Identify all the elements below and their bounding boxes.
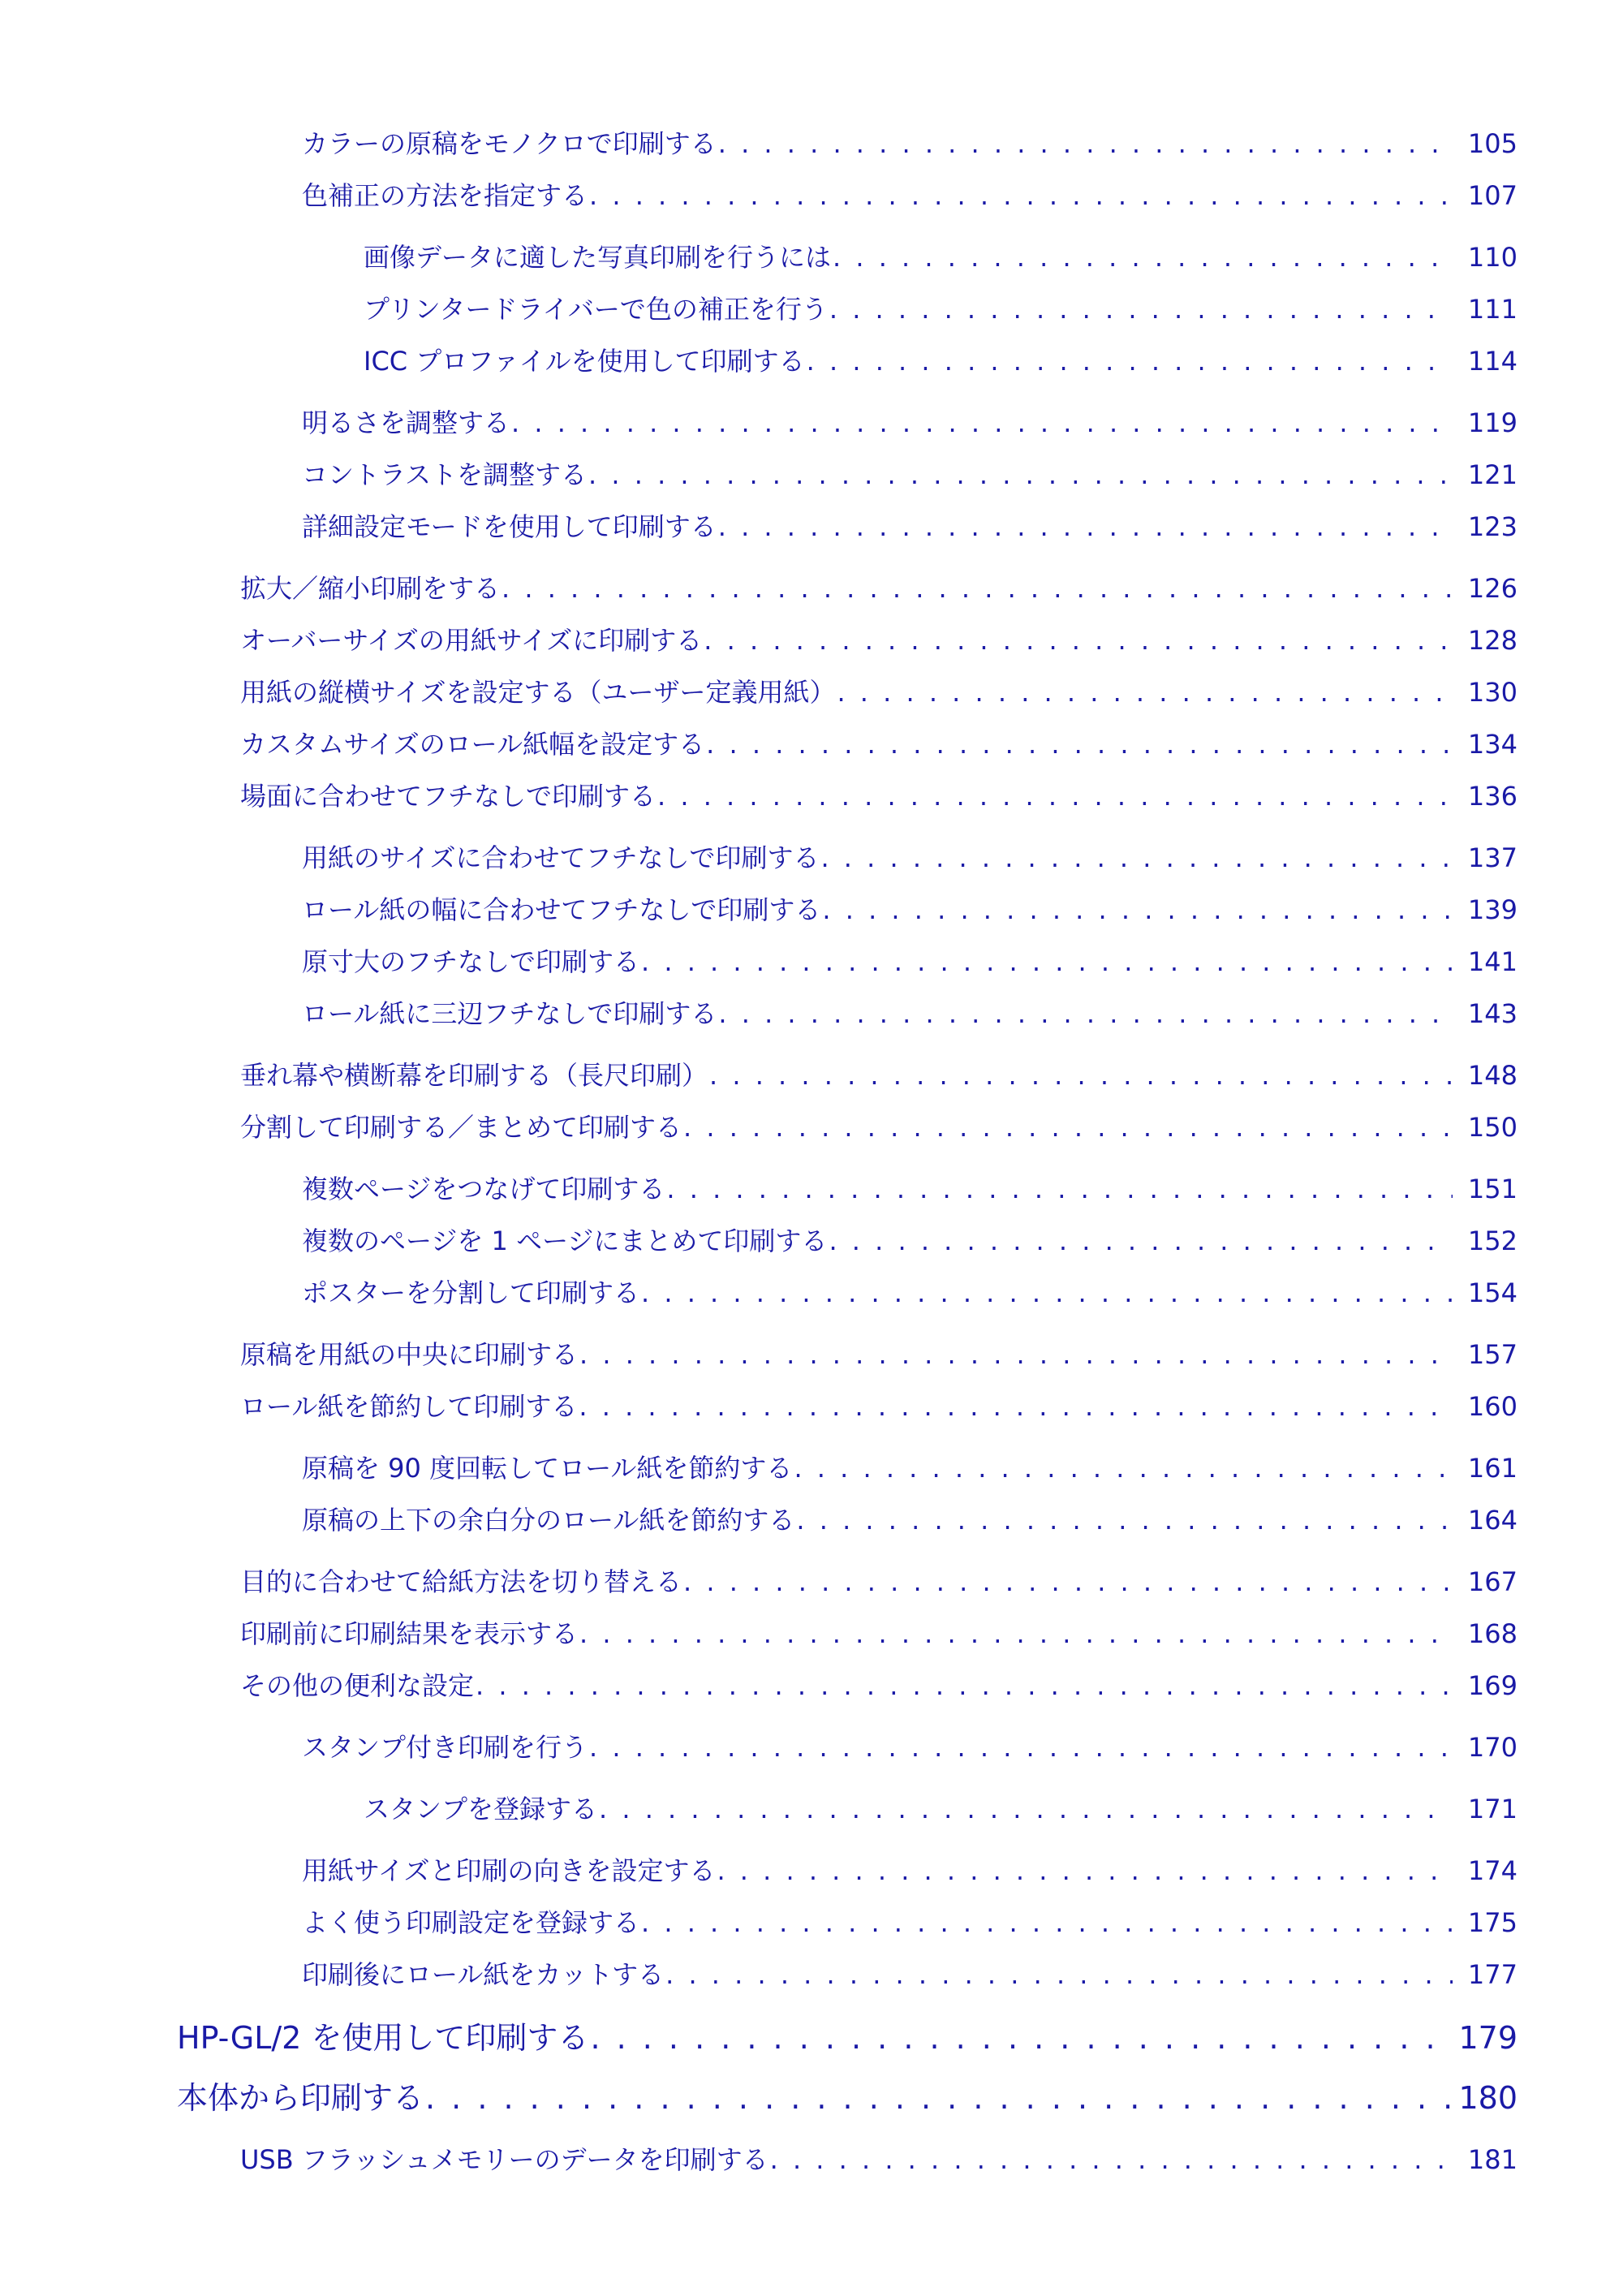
toc-entry-page-number[interactable]: 171 (1467, 1794, 1518, 1824)
toc-entry-title[interactable]: ロール紙の幅に合わせてフチなしで印刷する (302, 894, 821, 925)
toc-entry[interactable] (302, 838, 1518, 875)
toc-entry-title[interactable]: 明るさを調整する (302, 407, 510, 438)
toc-entry[interactable] (240, 1613, 1518, 1651)
toc-entry-title[interactable]: コントラストを調整する (302, 459, 588, 490)
dot-leader (665, 1959, 1453, 1990)
dot-leader (589, 1732, 1453, 1763)
dot-leader (588, 459, 1453, 490)
toc-entry-title[interactable]: スタンプを登録する (364, 1794, 598, 1824)
toc-entry-title[interactable]: HP-GL/2 を使用して印刷する (177, 2020, 589, 2056)
toc-entry-title[interactable]: ポスターを分割して印刷する (302, 1277, 640, 1308)
toc-entry-title[interactable]: 用紙サイズと印刷の向きを設定する (302, 1855, 716, 1886)
toc-entry-page-number[interactable]: 181 (1467, 2144, 1518, 2175)
toc-entry[interactable] (302, 123, 1518, 161)
toc-entry-page-number[interactable]: 128 (1467, 625, 1518, 656)
toc-entry-title[interactable]: 色補正の方法を指定する (302, 180, 588, 211)
dot-leader (579, 1391, 1453, 1422)
toc-entry-page-number[interactable]: 169 (1467, 1670, 1518, 1701)
dot-leader (589, 180, 1453, 211)
toc-entry[interactable] (240, 1665, 1518, 1703)
toc-entry[interactable] (302, 403, 1518, 440)
toc-entry-title[interactable]: オーバーサイズの用紙サイズに印刷する (240, 625, 703, 656)
toc-entry[interactable] (364, 289, 1518, 326)
toc-entry-page-number[interactable]: 110 (1467, 242, 1518, 273)
toc-entry-title[interactable]: 複数のページを 1 ページにまとめて印刷する (302, 1226, 828, 1256)
toc-entry-page-number[interactable]: 157 (1467, 1339, 1518, 1370)
toc-entry-title[interactable]: USB フラッシュメモリーのデータを印刷する (240, 2144, 768, 2175)
toc-entry-title[interactable]: 垂れ幕や横断幕を印刷する（長尺印刷） (240, 1060, 708, 1091)
toc-entry[interactable] (364, 237, 1518, 274)
toc-entry[interactable] (364, 341, 1518, 378)
toc-entry-page-number[interactable]: 107 (1467, 180, 1518, 211)
toc-entry-page-number[interactable]: 164 (1467, 1505, 1518, 1536)
toc-entry-page-number[interactable]: 114 (1467, 346, 1518, 377)
toc-entry-title[interactable]: 用紙のサイズに合わせてフチなしで印刷する (302, 842, 820, 873)
dot-leader (641, 1907, 1453, 1938)
toc-entry-title[interactable]: よく使う印刷設定を登録する (302, 1907, 640, 1938)
toc-entry[interactable] (177, 2013, 1518, 2057)
toc-entry-title[interactable]: 目的に合わせて給紙方法を切り替える (240, 1566, 682, 1597)
toc-entry[interactable] (302, 506, 1518, 544)
dot-leader (579, 1339, 1453, 1370)
toc-entry[interactable] (240, 672, 1518, 709)
toc-entry-page-number[interactable]: 139 (1467, 894, 1518, 925)
dot-leader (718, 998, 1453, 1029)
toc-entry-page-number[interactable]: 148 (1467, 1060, 1518, 1091)
dot-leader (641, 1277, 1453, 1308)
toc-entry-page-number[interactable]: 111 (1467, 294, 1518, 325)
dot-leader (425, 2080, 1450, 2116)
toc-entry-page-number[interactable]: 151 (1467, 1174, 1518, 1204)
toc-entry[interactable] (240, 724, 1518, 761)
toc-entry-title[interactable]: 用紙の縦横サイズを設定する（ユーザー定義用紙） (240, 677, 836, 708)
toc-entry-title[interactable]: カラーの原稿をモノクロで印刷する (302, 128, 717, 159)
toc-entry-page-number[interactable]: 177 (1467, 1959, 1518, 1990)
toc-entry-page-number[interactable]: 179 (1458, 2020, 1518, 2056)
toc-entry[interactable] (364, 1789, 1518, 1826)
toc-entry-title[interactable]: 原寸大のフチなしで印刷する (302, 946, 640, 977)
dot-leader (683, 1566, 1453, 1597)
dot-leader (590, 2020, 1450, 2056)
dot-leader (829, 294, 1453, 325)
toc-entry[interactable] (302, 1448, 1518, 1485)
toc-entry-page-number[interactable]: 160 (1467, 1391, 1518, 1422)
toc-entry-title[interactable]: ロール紙を節約して印刷する (240, 1391, 578, 1422)
toc-entry-page-number[interactable]: 123 (1467, 511, 1518, 542)
toc-entry-page-number[interactable]: 126 (1467, 573, 1518, 604)
dot-leader (579, 1618, 1453, 1649)
toc-entry-page-number[interactable]: 143 (1467, 998, 1518, 1029)
toc-entry-page-number[interactable]: 170 (1467, 1732, 1518, 1763)
toc-entry[interactable] (302, 1902, 1518, 1940)
toc-entry-page-number[interactable]: 180 (1458, 2080, 1518, 2116)
dot-leader (706, 729, 1453, 760)
toc-entry-title[interactable]: 詳細設定モードを使用して印刷する (302, 511, 717, 542)
toc-entry-title[interactable]: カスタムサイズのロール紙幅を設定する (240, 729, 705, 760)
toc-entry-page-number[interactable]: 137 (1467, 842, 1518, 873)
toc-entry-page-number[interactable]: 105 (1467, 128, 1518, 159)
toc-entry[interactable] (302, 1954, 1518, 1992)
toc-entry-title[interactable]: 場面に合わせてフチなしで印刷する (240, 781, 657, 812)
dot-leader (704, 625, 1453, 656)
toc-entry-title[interactable]: 印刷前に印刷結果を表示する (240, 1618, 579, 1649)
toc-entry-page-number[interactable]: 121 (1467, 459, 1518, 490)
toc-entry[interactable] (302, 993, 1518, 1031)
dot-leader (641, 946, 1453, 977)
toc-entry-page-number[interactable]: 150 (1467, 1112, 1518, 1143)
toc-entry[interactable] (177, 2073, 1518, 2117)
toc-entry[interactable] (302, 890, 1518, 927)
toc-entry[interactable] (302, 175, 1518, 213)
toc-entry-page-number[interactable]: 134 (1467, 729, 1518, 760)
toc-entry[interactable] (302, 1727, 1518, 1764)
toc-entry-title[interactable]: ロール紙に三辺フチなしで印刷する (302, 998, 717, 1029)
toc-entry-page-number[interactable]: 168 (1467, 1618, 1518, 1649)
toc-entry[interactable] (240, 1334, 1518, 1372)
dot-leader (718, 511, 1453, 542)
toc-entry-page-number[interactable]: 141 (1467, 946, 1518, 977)
toc-entry-title[interactable]: 原稿の上下の余白分のロール紙を節約する (302, 1505, 795, 1536)
toc-entry[interactable] (302, 1273, 1518, 1310)
toc-entry-title[interactable]: 原稿を 90 度回転してロール紙を節約する (302, 1453, 793, 1484)
toc-entry[interactable] (302, 1500, 1518, 1537)
dot-leader (683, 1112, 1453, 1143)
dot-leader (657, 781, 1453, 812)
toc-entry-page-number[interactable]: 167 (1467, 1566, 1518, 1597)
toc-entry-page-number[interactable]: 174 (1467, 1855, 1518, 1886)
dot-leader (822, 894, 1453, 925)
toc-entry-page-number[interactable]: 154 (1467, 1277, 1518, 1308)
toc-entry[interactable] (302, 1221, 1518, 1258)
toc-entry-title[interactable]: ICC プロファイルを使用して印刷する (364, 346, 805, 377)
dot-leader (476, 1670, 1453, 1701)
dot-leader (502, 573, 1453, 604)
toc-entry[interactable] (240, 1107, 1518, 1144)
dot-leader (666, 1174, 1453, 1204)
dot-leader (770, 2144, 1453, 2175)
toc-entry-title[interactable]: スタンプ付き印刷を行う (302, 1732, 588, 1763)
dot-leader (511, 407, 1453, 438)
toc-entry[interactable] (302, 1850, 1518, 1888)
dot-leader (709, 1060, 1453, 1091)
toc-entry[interactable] (240, 1386, 1518, 1424)
dot-leader (794, 1453, 1453, 1484)
dot-leader (833, 242, 1453, 273)
dot-leader (796, 1505, 1453, 1536)
toc-entry[interactable] (240, 776, 1518, 813)
dot-leader (807, 346, 1453, 377)
dot-leader (837, 677, 1453, 708)
toc-entry[interactable] (302, 941, 1518, 979)
toc-entry-page-number[interactable]: 152 (1467, 1226, 1518, 1256)
toc-entry[interactable] (240, 1562, 1518, 1599)
toc-entry[interactable] (240, 1055, 1518, 1092)
toc-entry-title[interactable]: 複数ページをつなげて印刷する (302, 1174, 665, 1204)
toc-entry-page-number[interactable]: 161 (1467, 1453, 1518, 1484)
dot-leader (599, 1794, 1453, 1824)
toc-entry-title[interactable]: 原稿を用紙の中央に印刷する (240, 1339, 579, 1370)
dot-leader (718, 128, 1453, 159)
toc-entry-title[interactable]: その他の便利な設定 (240, 1670, 475, 1701)
toc-entry-title[interactable]: 本体から印刷する (177, 2080, 424, 2116)
toc-entry-title[interactable]: 拡大／縮小印刷をする (240, 573, 501, 604)
toc-entry-title[interactable]: 印刷後にロール紙をカットする (302, 1959, 665, 1990)
toc-entry[interactable] (240, 568, 1518, 605)
toc-entry[interactable] (302, 1169, 1518, 1206)
toc-entry-page-number[interactable]: 119 (1467, 407, 1518, 438)
toc-entry[interactable] (240, 2139, 1518, 2177)
dot-leader (717, 1855, 1453, 1886)
toc-entry[interactable] (302, 454, 1518, 492)
toc-entry[interactable] (240, 620, 1518, 657)
toc-entry-page-number[interactable]: 130 (1467, 677, 1518, 708)
toc-entry-title[interactable]: 分割して印刷する／まとめて印刷する (240, 1112, 682, 1143)
toc-entry-page-number[interactable]: 136 (1467, 781, 1518, 812)
toc-entry-title[interactable]: 画像データに適した写真印刷を行うには (364, 242, 832, 273)
dot-leader (829, 1226, 1453, 1256)
toc-entry-page-number[interactable]: 175 (1467, 1907, 1518, 1938)
dot-leader (820, 842, 1453, 873)
toc-entry-title[interactable]: プリンタードライバーで色の補正を行う (364, 294, 828, 325)
